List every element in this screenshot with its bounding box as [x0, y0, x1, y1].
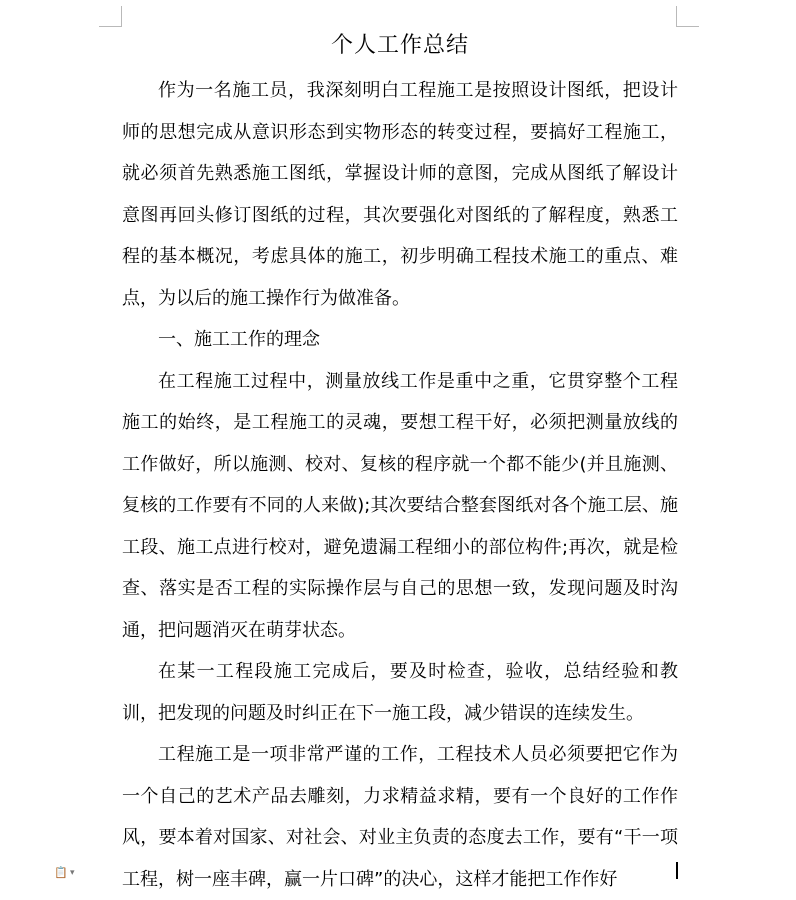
text-cursor: [676, 862, 678, 879]
paragraph-intro: 作为一名施工员，我深刻明白工程施工是按照设计图纸，把设计师的思想完成从意识形态到实物形态的转变过程，要搞好工程施工，就必须首先熟悉施工图纸，掌握设计师的意图，完成从图纸了解设计意图再回头修订图纸的过程，其次要强化对图纸的了解程度，熟悉工程的基本概况，考虑具体的施工，初步明确工程技术施工的重点、难点，为以后的施工操作行为做准备。: [122, 80, 678, 309]
paragraph-measurement: 在工程施工过程中，测量放线工作是重中之重，它贯穿整个工程施工的始终，是工程施工的灵魂，要想工程干好，必须把测量放线的工作做好，所以施测、校对、复核的程序就一个都不能少(并且施测、复核的工作要有不同的人来做);其次要结合整套图纸对各个施工层、施工段、施工点进行校对，避免遗漏工程细小的部位构件;再次，就是检查、落实是否工程的实际操作层与自己的思想一致，发现问题及时沟通，把问题消灭在萌芽状态。: [122, 370, 678, 641]
section-heading: 一、施工工作的理念: [158, 329, 320, 350]
document-title: 个人工作总结: [330, 33, 469, 58]
document-body[interactable]: [122, 28, 678, 900]
page-corner-mark-top-right: [676, 6, 699, 27]
paste-options-icon[interactable]: 📋 ▾: [54, 866, 75, 879]
page-corner-mark-top-left: [99, 6, 122, 27]
paragraph-inspection: 在某一工程段施工完成后，要及时检查，验收，总结经验和教训，把发现的问题及时纠正在下一施工段，减少错误的连续发生。: [122, 661, 678, 724]
paragraph-attitude: 工程施工是一项非常严谨的工作，工程技术人员必须要把它作为一个自己的艺术产品去雕刻，力求精益求精，要有一个良好的工作作风，要本着对国家、对社会、对业主负责的态度去工作，要有“干一项工程，树一座丰碑，赢一片口碑”的决心，这样才能把工作作好: [122, 744, 678, 890]
